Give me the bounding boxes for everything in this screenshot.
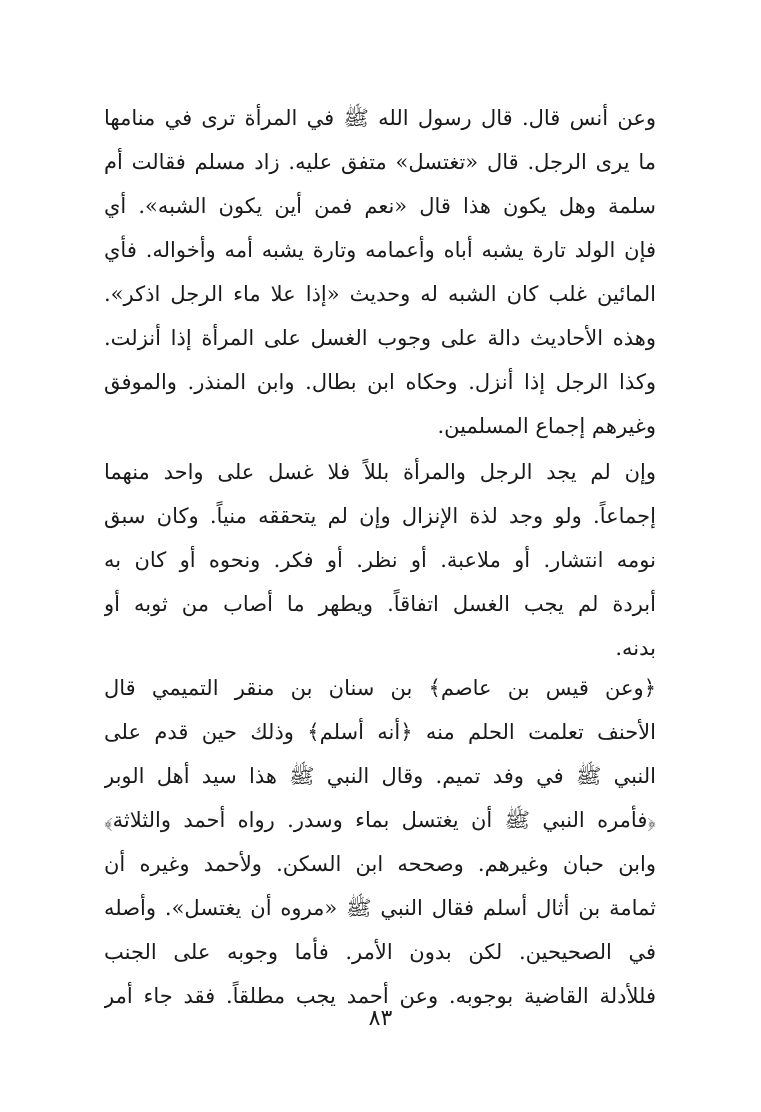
paragraph-line: وعن أنس قال. قال رسول الله ﷺ في المرأة ترى في منامها xyxy=(104,106,656,130)
paragraph-line: وغيرهم إجماع المسلمين. xyxy=(437,414,656,438)
paragraph-line: بدنه. xyxy=(615,636,656,660)
paragraph-line: المائين غلب كان الشبه له وحديث «إذا علا ماء الرجل اذكر». xyxy=(104,282,656,306)
paragraph-line: الأحنف تعلمت الحلم منه ﴿أنه أسلم﴾ وذلك حين قدم على xyxy=(104,720,656,744)
paragraph-line: نومه انتشار. أو ملاعبة. أو نظر. أو فكر. ونحوه أو كان به xyxy=(104,548,656,572)
paragraph-line: فللأدلة القاضية بوجوبه. وعن أحمد يجب مطلقاً. فقد جاء أمر xyxy=(104,984,656,1008)
paragraph-line: وإن لم يجد الرجل والمرأة بللاً فلا غسل على واحد منهما xyxy=(104,460,656,484)
paragraph-line: ثمامة بن أثال أسلم فقال النبي ﷺ «مروه أن يغتسل». وأصله xyxy=(104,896,656,920)
paragraph-line: ما يرى الرجل. قال «تغتسل» متفق عليه. زاد مسلم فقالت أم xyxy=(104,150,656,174)
paragraph-line: أبردة لم يجب الغسل اتفاقاً. ويطهر ما أصاب من ثوبه أو xyxy=(104,592,656,616)
paragraph-line: إجماعاً. ولو وجد لذة الإنزال وإن لم يتحققه منياً. وكان سبق xyxy=(104,504,656,528)
paragraph-line: ﴿وعن قيس بن عاصم﴾ بن سنان بن منقر التميمي قال xyxy=(104,676,656,700)
paragraph-2 xyxy=(104,450,656,670)
paragraph-line: فإن الولد تارة يشبه أباه وأعمامه وتارة يشبه أمه وأخواله. فأي xyxy=(104,238,656,262)
paragraph-line: في الصحيحين. لكن بدون الأمر. فأما وجوبه على الجنب xyxy=(104,940,656,964)
paragraph-3 xyxy=(104,666,656,1018)
paragraph-line: وابن حبان وغيرهم. وصححه ابن السكن. ولأحمد وغيره أن xyxy=(104,852,656,876)
paragraph-line: سلمة وهل يكون هذا قال «نعم فمن أين يكون الشبه». أي xyxy=(104,194,656,218)
paragraph-line: النبي ﷺ في وفد تميم. وقال النبي ﷺ هذا سيد أهل الوبر xyxy=(104,764,656,788)
page-number: ٨٣ xyxy=(368,1006,393,1031)
paragraph-line: وكذا الرجل إذا أنزل. وحكاه ابن بطال. وابن المنذر. والموفق xyxy=(104,370,656,394)
paragraph-line: وهذه الأحاديث دالة على وجوب الغسل على المرأة إذا أنزلت. xyxy=(104,326,656,350)
paragraph-1 xyxy=(104,96,656,448)
paragraph-line: ﴿فأمره النبي ﷺ أن يغتسل بماء وسدر. رواه أحمد والثلاثة﴾ xyxy=(104,808,656,832)
